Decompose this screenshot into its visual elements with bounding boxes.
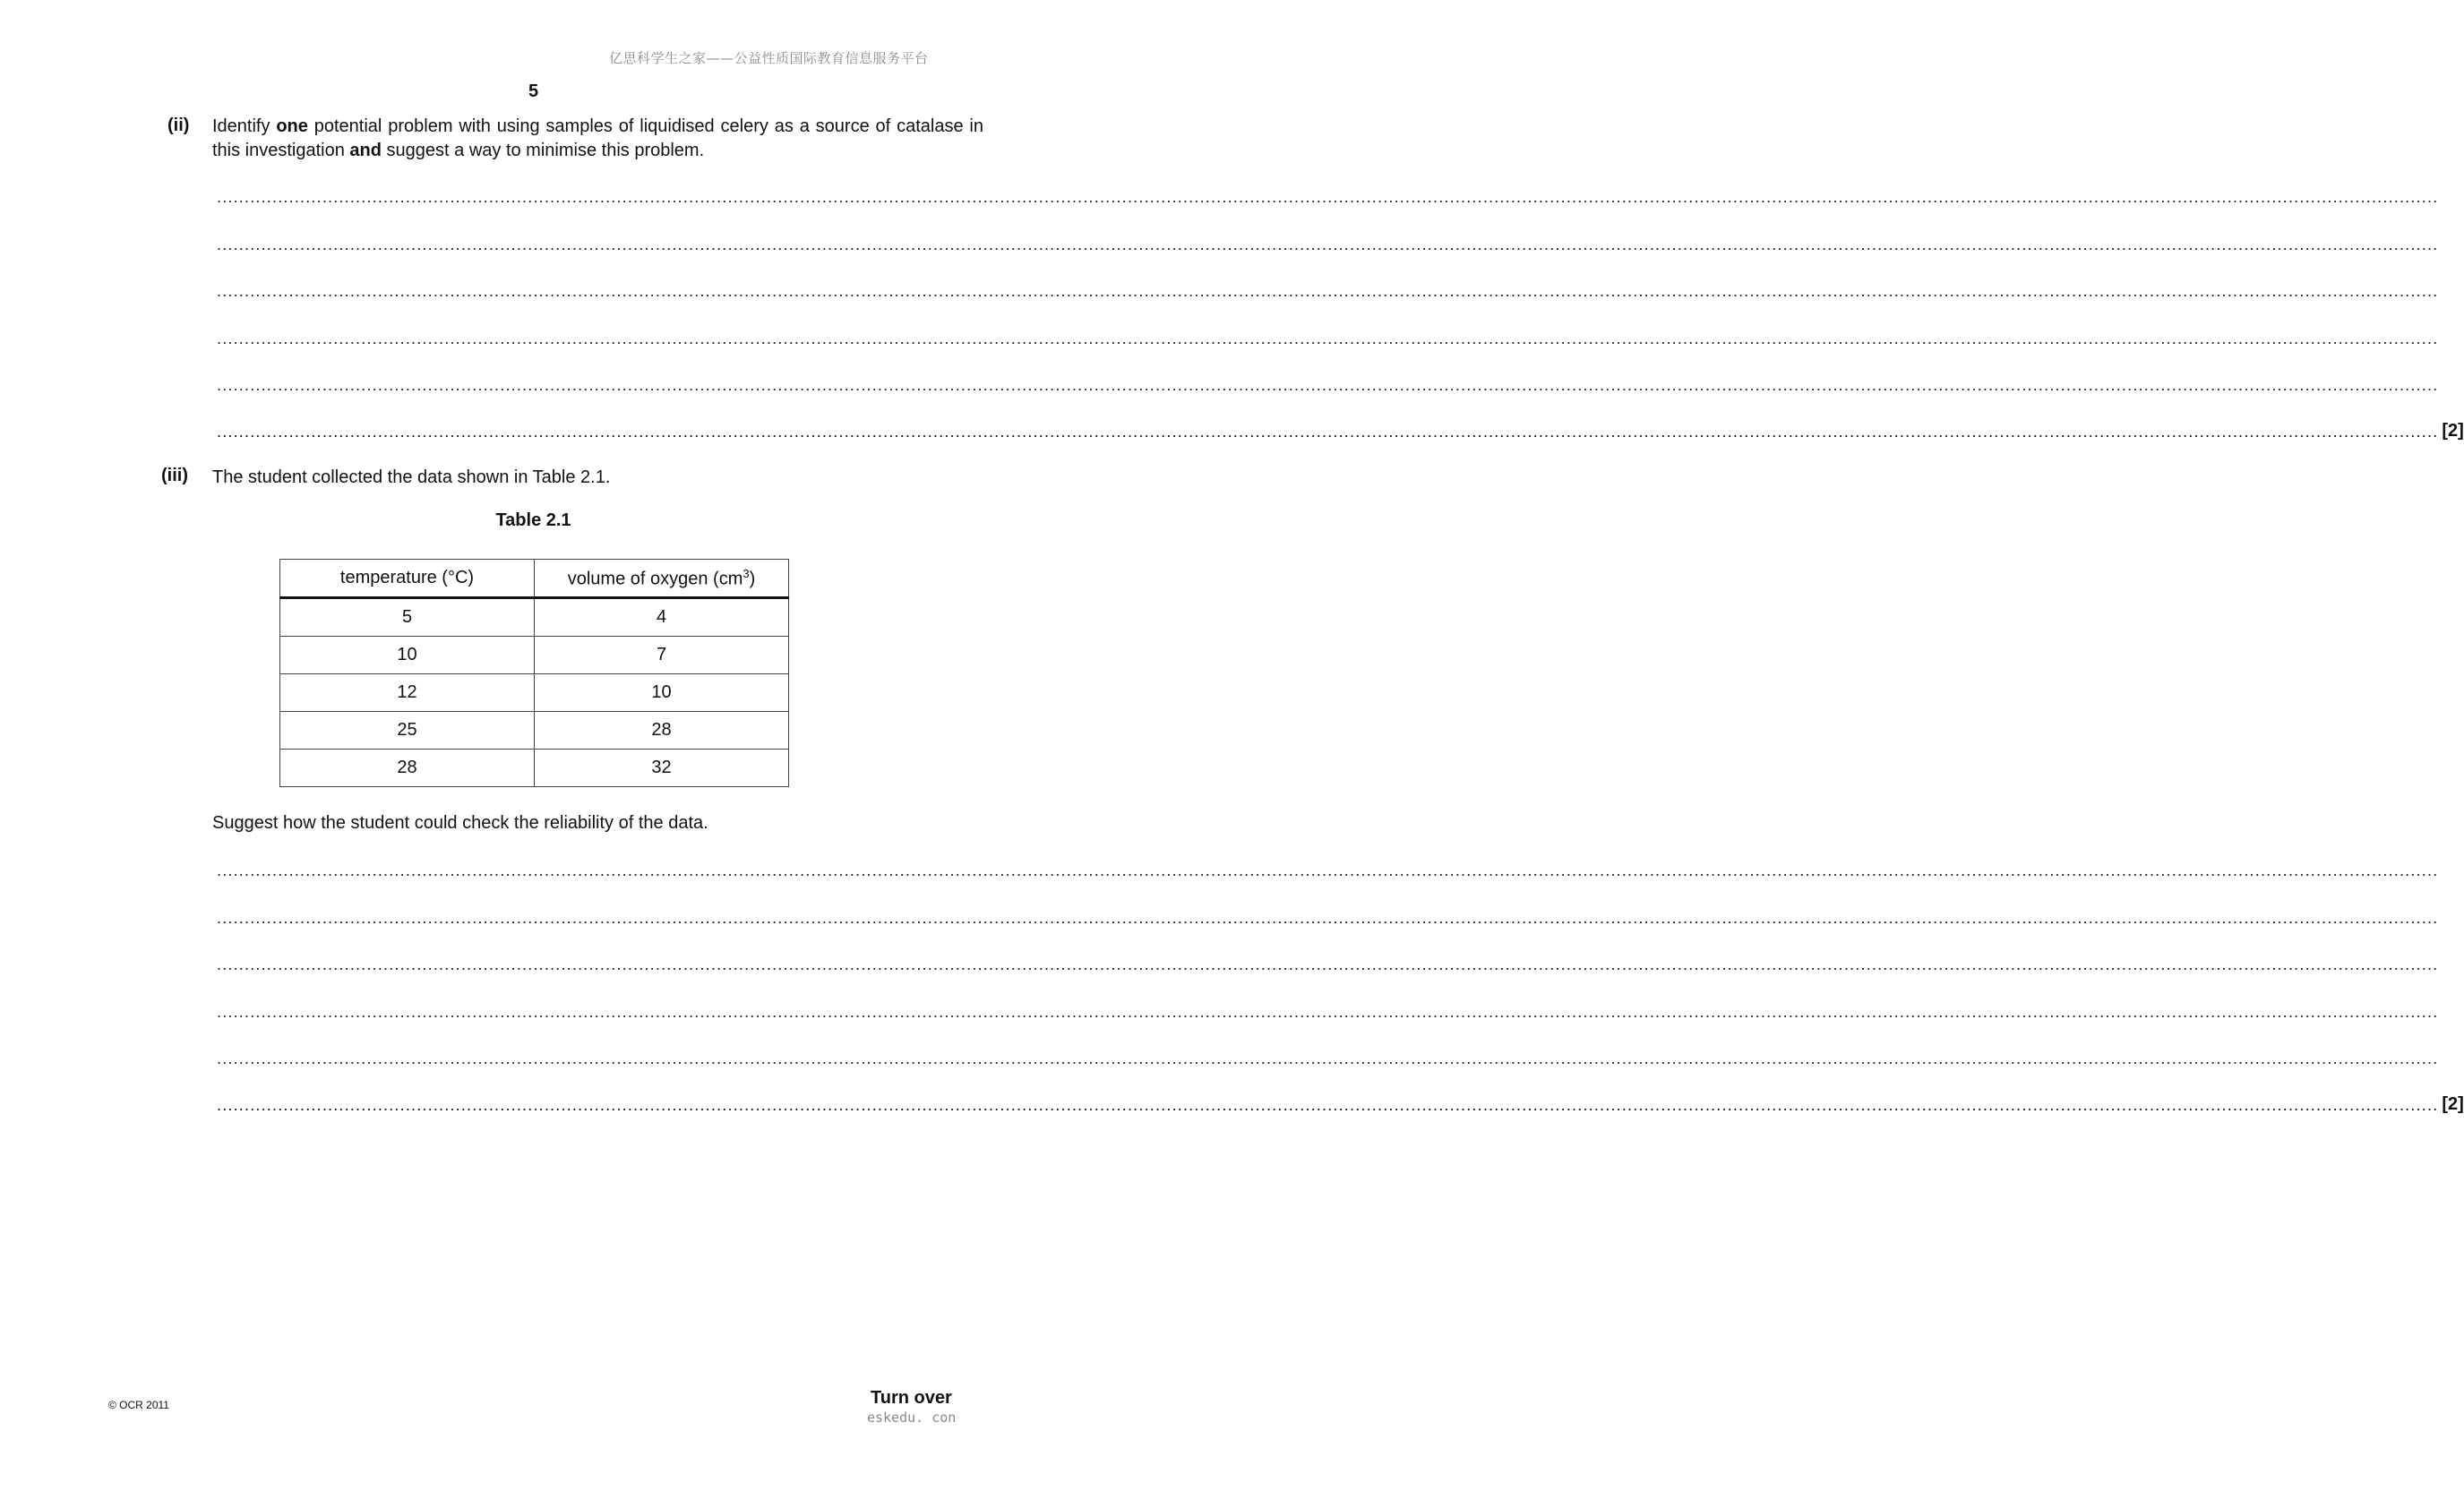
table-row	[280, 750, 789, 787]
table-title: Table 2.1	[495, 510, 571, 530]
answer-line[interactable]: ................................................................................................................................................................................................................................................................................................................................................................................................................	[217, 909, 2439, 927]
turn-over: Turn over	[871, 1388, 952, 1408]
page-number: 5	[528, 81, 539, 101]
answer-line[interactable]: ................................................................................................................................................................................................................................................................................................................................................................................................................	[217, 376, 2439, 394]
emphasis-text: one	[276, 116, 308, 136]
question-ii-text	[212, 115, 983, 163]
emphasis-text: and	[349, 141, 382, 160]
cell-volume: 32	[535, 750, 789, 787]
cell-temperature: 12	[280, 674, 535, 712]
answer-line[interactable]: ................................................................................................................................................................................................................................................................................................................................................................................................................	[217, 861, 2439, 879]
answer-line[interactable]: ................................................................................................................................................................................................................................................................................................................................................................................................................	[217, 236, 2439, 253]
question-iii-prompt: Suggest how the student could check the reliability of the data.	[212, 813, 708, 833]
answer-line[interactable]: ................................................................................................................................................................................................................................................................................................................................................................................................................	[217, 1050, 2439, 1067]
answer-line[interactable]: ................................................................................................................................................................................................................................................................................................................................................................................................................	[217, 1003, 2439, 1021]
dot-fill: ................................................................................................................................................................................................................................................................................................................................................................................................................	[217, 423, 2439, 441]
copyright: © OCR 2011	[108, 1399, 169, 1411]
header-banner: 亿思科学生之家——公益性质国际教育信息服务平台	[609, 50, 929, 66]
table-row	[280, 598, 789, 637]
question-text-segment: Identify	[212, 116, 277, 136]
header-temperature: temperature (°C)	[280, 560, 535, 598]
cell-temperature: 10	[280, 637, 535, 674]
question-ii-label: (ii)	[167, 116, 190, 135]
dot-fill: ................................................................................................................................................................................................................................................................................................................................................................................................................	[217, 1096, 2439, 1114]
answer-line[interactable]: ................................................................................................................................................................................................................................................................................................................................................................................................................	[217, 330, 2439, 347]
table-row	[280, 674, 789, 712]
question-iii-label: (iii)	[161, 466, 188, 485]
cell-volume: 7	[535, 637, 789, 674]
question-iii-intro: The student collected the data shown in Table 2.1.	[212, 467, 611, 487]
footer-watermark: eskedu. con	[867, 1409, 957, 1426]
data-table	[279, 559, 789, 787]
cell-volume: 28	[535, 712, 789, 750]
cell-temperature: 5	[280, 598, 535, 637]
table-row	[280, 637, 789, 674]
table-header-row	[280, 560, 789, 598]
question-ii-marks: [2]	[2442, 421, 2464, 441]
question-iii-marks: [2]	[2442, 1094, 2464, 1114]
answer-line-final[interactable]	[217, 417, 2464, 442]
cell-temperature: 28	[280, 750, 535, 787]
header-volume-oxygen: volume of oxygen $(cm^3)$	[535, 560, 789, 598]
cell-volume: 4	[535, 598, 789, 637]
answer-line-final[interactable]	[217, 1091, 2464, 1116]
cell-volume: 10	[535, 674, 789, 712]
answer-line[interactable]: ................................................................................................................................................................................................................................................................................................................................................................................................................	[217, 955, 2439, 973]
question-text-segment: suggest a way to minimise this problem.	[381, 141, 705, 160]
answer-line[interactable]: ................................................................................................................................................................................................................................................................................................................................................................................................................	[217, 282, 2439, 300]
question-text-segment: potential problem with using samples of liquidised celery as a source of catalase in this investigation	[212, 116, 983, 160]
answer-line[interactable]: ................................................................................................................................................................................................................................................................................................................................................................................................................	[217, 188, 2439, 206]
cell-temperature: 25	[280, 712, 535, 750]
table-row	[280, 712, 789, 750]
